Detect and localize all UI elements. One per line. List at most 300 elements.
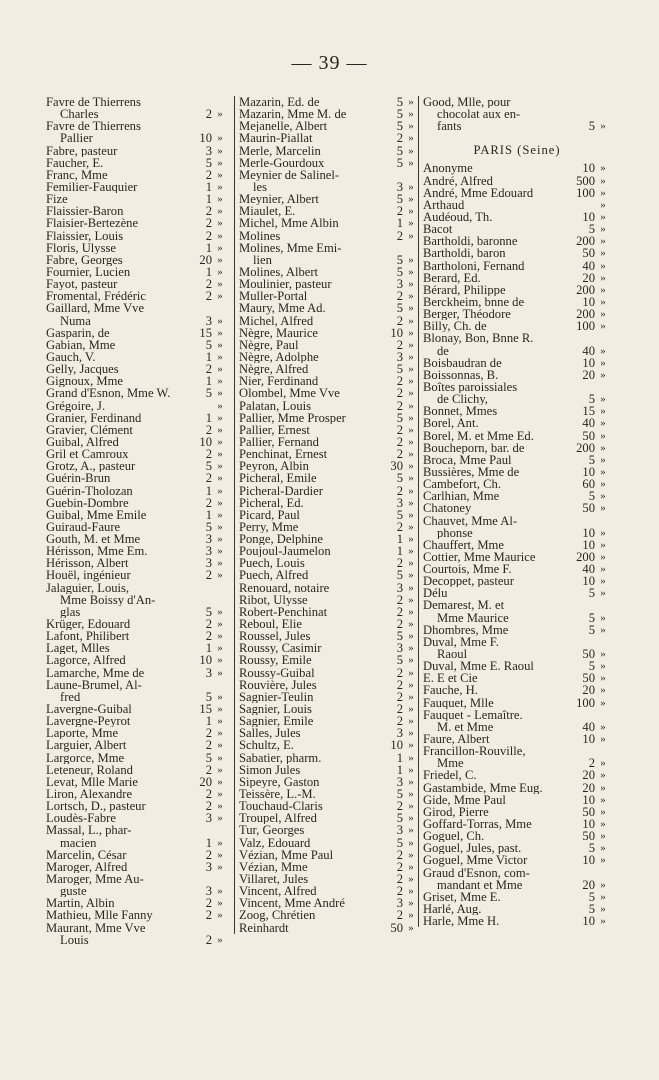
donor-name: Fize — [46, 193, 68, 206]
donor-name: Good, Mlle, pour — [423, 96, 511, 109]
list-entry — [46, 812, 228, 824]
donation-amount: 10 — [582, 914, 595, 929]
list-entry — [239, 169, 419, 181]
cents-mark: » — [217, 350, 223, 363]
cents-mark: » — [408, 569, 414, 582]
cents-mark — [595, 636, 611, 648]
donation-amount: 1 — [205, 835, 212, 850]
donor-name: Flaisier-Bertezène — [46, 217, 139, 230]
cents-mark: » — [408, 387, 414, 400]
donation-amount: 3 — [205, 544, 212, 559]
cents-mark — [212, 873, 228, 885]
cents-mark: » — [600, 490, 606, 503]
donation-amount: 3 — [396, 349, 403, 364]
donation-amount: 2 — [588, 756, 595, 771]
donation-amount: 5 — [396, 252, 403, 267]
donor-name: Robert-Penchinat — [239, 605, 328, 619]
donor-name: André, Mme Edouard — [423, 186, 534, 199]
list-entry — [423, 515, 611, 527]
list-entry — [239, 145, 419, 157]
cents-mark: » — [217, 496, 223, 509]
donation-amount: 5 — [396, 410, 403, 425]
donation-amount: 20 — [199, 774, 212, 789]
cents-mark: » — [217, 217, 223, 230]
donation-amount: 5 — [396, 95, 403, 109]
cents-mark: » — [217, 193, 223, 206]
donation-amount — [573, 96, 595, 108]
list-entry — [239, 824, 419, 836]
donor-name: Vincent, Alfred — [239, 885, 317, 898]
list-entry — [239, 254, 419, 266]
cents-mark: » — [217, 666, 223, 679]
cents-mark: » — [217, 229, 223, 242]
cents-mark — [595, 867, 611, 879]
cents-mark: » — [217, 763, 223, 776]
donor-name: Bartholdi, baronne — [423, 235, 518, 248]
donor-name: Picheral-Dardier — [239, 484, 323, 497]
cents-mark — [595, 381, 611, 393]
list-entry — [46, 776, 228, 788]
donor-name: Mme Maurice — [437, 611, 509, 624]
donation-amount — [573, 332, 595, 344]
cents-mark: » — [600, 162, 606, 175]
donation-amount — [190, 302, 212, 314]
cents-mark: » — [217, 144, 223, 157]
donor-name: Franc, Mme — [46, 168, 108, 181]
cents-mark: » — [217, 533, 223, 546]
list-entry — [239, 363, 419, 375]
cents-mark: » — [217, 520, 223, 533]
donor-name: Mejanelle, Albert — [239, 120, 328, 133]
cents-mark: » — [217, 108, 223, 121]
donor-name: Lagorce, Alfred — [46, 654, 126, 667]
cents-mark: » — [217, 411, 223, 424]
cents-mark: » — [408, 460, 414, 473]
cents-mark: » — [408, 775, 414, 788]
list-entry — [239, 157, 419, 169]
donation-amount: 2 — [205, 787, 212, 802]
donation-amount: 2 — [396, 884, 403, 899]
cents-mark: » — [217, 423, 223, 436]
list-entry — [423, 599, 611, 611]
list-entry — [46, 909, 228, 921]
list-entry — [239, 922, 419, 934]
cents-mark: » — [217, 569, 223, 582]
donor-name: Audéoud, Th. — [423, 210, 493, 224]
donation-amount: 2 — [205, 471, 212, 486]
donor-name: Bartholoni, Fernand — [423, 259, 525, 272]
cents-mark: » — [217, 739, 223, 752]
column-middle — [234, 96, 419, 934]
donor-name: macien — [60, 836, 97, 849]
donor-name: Grand d'Esnon, Mme W. — [46, 387, 171, 400]
donation-amount: 50 — [582, 501, 595, 516]
list-entry — [423, 211, 611, 223]
cents-mark: » — [408, 508, 414, 521]
donor-name: Berard, Ed. — [423, 271, 481, 284]
list-entry — [46, 557, 228, 569]
cents-mark: » — [217, 338, 223, 351]
list-entry — [239, 327, 419, 339]
list-entry — [46, 873, 228, 885]
donation-amount: 10 — [390, 325, 403, 340]
cents-mark: » — [600, 271, 606, 284]
donation-amount: 5 — [396, 301, 403, 316]
donation-amount: 10 — [582, 853, 595, 868]
donor-name: Poujoul-Jaumelon — [239, 545, 331, 558]
cents-mark — [212, 120, 228, 132]
donor-name: Gide, Mme Paul — [423, 793, 506, 806]
donation-amount: 2 — [396, 604, 403, 619]
donor-name: Bonnet, Mmes — [423, 405, 498, 418]
cents-mark: » — [408, 217, 414, 230]
donation-amount: 3 — [205, 556, 212, 571]
donor-name: Roussel, Jules — [239, 630, 311, 643]
cents-mark: » — [600, 393, 606, 406]
cents-mark: » — [600, 805, 606, 818]
list-entry — [239, 302, 419, 314]
list-entry — [46, 497, 228, 509]
cents-mark — [212, 922, 228, 934]
donation-amount: 3 — [205, 884, 212, 899]
donor-name: Sipeyre, Gaston — [239, 775, 320, 789]
donation-amount: 2 — [396, 204, 403, 219]
donation-amount: 50 — [582, 428, 595, 443]
donation-amount: 10 — [199, 131, 212, 146]
cents-mark: » — [408, 545, 414, 558]
donor-name: Jalaguier, Louis, — [46, 581, 130, 594]
donor-name: Vézian, Mme Paul — [239, 848, 334, 861]
donor-name: Ribot, Ulysse — [239, 593, 308, 606]
donor-name: Borel, M. et Mme Ed. — [423, 429, 534, 442]
cents-mark: » — [408, 375, 414, 388]
list-entry — [239, 885, 419, 897]
list-entry — [239, 375, 419, 387]
list-entry — [239, 387, 419, 399]
donor-name: Mazarin, Mme M. de — [239, 108, 347, 121]
donation-amount: 5 — [205, 337, 212, 352]
donor-name: Lavergne-Guibal — [46, 703, 132, 716]
donation-amount: 2 — [396, 289, 403, 304]
cents-mark: » — [600, 174, 606, 187]
cents-mark: » — [408, 180, 414, 193]
cents-mark: » — [600, 465, 606, 478]
list-entry — [46, 375, 228, 387]
list-entry — [239, 485, 419, 497]
donation-amount: 2 — [396, 131, 403, 146]
donation-amount: 10 — [582, 525, 595, 540]
list-entry — [239, 630, 419, 642]
list-entry — [46, 679, 228, 691]
donor-name: Roussy, Casimir — [239, 642, 322, 655]
donation-amount: 2 — [396, 714, 403, 729]
donation-amount: 2 — [205, 762, 212, 777]
donation-amount: 5 — [205, 155, 212, 170]
donation-amount: 40 — [582, 258, 595, 273]
list-entry — [46, 545, 228, 557]
donor-name: Mme Boissy d'An- — [60, 593, 156, 606]
cents-mark — [212, 302, 228, 314]
cents-mark: » — [600, 781, 606, 794]
donor-name: Courtois, Mme F. — [423, 563, 512, 576]
list-entry — [46, 400, 228, 412]
list-entry — [239, 703, 419, 715]
cents-mark: » — [408, 193, 414, 206]
donor-name: Bérard, Philippe — [423, 283, 506, 296]
list-entry — [423, 697, 611, 709]
donation-amount: 2 — [396, 483, 403, 498]
list-entry — [239, 642, 419, 654]
cents-mark: » — [217, 205, 223, 218]
donor-name: Vincent, Mme André — [239, 897, 345, 910]
cents-mark: » — [217, 690, 223, 703]
donor-name: Granier, Ferdinand — [46, 411, 142, 424]
donor-name: Merle, Marcelin — [239, 144, 321, 157]
cents-mark: » — [408, 496, 414, 509]
donation-amount — [573, 867, 595, 879]
donor-name: Femilier-Fauquier — [46, 180, 138, 194]
donor-name: Goffard-Torras, Mme — [423, 818, 532, 831]
list-entry — [46, 521, 228, 533]
donor-name: Moulinier, pasteur — [239, 278, 332, 291]
donor-name: Goguel, Ch. — [423, 830, 485, 843]
cents-mark: » — [217, 933, 223, 946]
list-entry — [423, 648, 611, 660]
donor-name: Maurant, Mme Vve — [46, 921, 146, 934]
donation-amount: 3 — [396, 823, 403, 838]
donor-name: Lavergne-Peyrot — [46, 715, 131, 728]
donor-name: chocolat aux en- — [437, 108, 521, 121]
donor-name: Demarest, M. et — [423, 599, 505, 612]
list-entry — [423, 417, 611, 429]
list-entry — [46, 667, 228, 679]
list-entry — [46, 230, 228, 242]
list-entry — [239, 715, 419, 727]
cents-mark: » — [217, 484, 223, 497]
cents-mark — [403, 169, 419, 181]
donation-amount: 2 — [396, 386, 403, 401]
list-entry — [423, 624, 611, 636]
page-number: — 39 — — [291, 52, 368, 74]
donor-name: Graud d'Esnon, com- — [423, 866, 530, 879]
cents-mark: » — [217, 363, 223, 376]
donor-name: Berger, Théodore — [423, 308, 511, 321]
list-entry — [423, 175, 611, 187]
donor-name: Sabatier, pharm. — [239, 751, 322, 764]
cents-mark: » — [217, 278, 223, 291]
donation-amount: 5 — [588, 119, 595, 134]
cents-mark: » — [217, 265, 223, 278]
list-entry — [239, 800, 419, 812]
donation-amount: 200 — [576, 307, 595, 322]
donation-amount: 3 — [396, 277, 403, 292]
donor-name: Roussy, Emile — [239, 654, 312, 667]
donor-name: Cottier, Mme Maurice — [423, 550, 536, 564]
donor-name: M. et Mme — [437, 720, 494, 734]
list-entry — [46, 861, 228, 873]
cents-mark: » — [600, 587, 606, 600]
donor-name: Nègre, Adolphe — [239, 350, 319, 364]
list-entry — [423, 854, 611, 866]
list-entry — [423, 430, 611, 442]
donor-name: Largorce, Mme — [46, 751, 125, 764]
cents-mark: » — [408, 472, 414, 485]
donation-amount: 2 — [205, 447, 212, 462]
donor-name: Renouard, notaire — [239, 581, 330, 594]
donor-name: Billy, Ch. de — [423, 320, 487, 333]
list-entry — [239, 278, 419, 290]
donor-name: Lafont, Philibert — [46, 630, 130, 643]
donor-name: Picard, Paul — [239, 508, 300, 521]
cents-mark: » — [600, 611, 606, 624]
cents-mark: » — [600, 793, 606, 806]
cents-mark: » — [217, 836, 223, 849]
cents-mark: » — [408, 229, 414, 242]
donor-name: Gignoux, Mme — [46, 375, 123, 388]
donor-name: Boisbaudran de — [423, 356, 502, 369]
donation-amount: 5 — [588, 222, 595, 237]
list-entry — [46, 569, 228, 581]
donation-amount: 5 — [205, 750, 212, 765]
cents-mark: » — [600, 890, 606, 903]
list-entry — [239, 315, 419, 327]
cents-mark: » — [600, 842, 606, 855]
list-entry — [239, 897, 419, 909]
donor-name: Penchinat, Ernest — [239, 448, 328, 461]
donor-name: de — [437, 344, 449, 357]
list-entry — [423, 120, 611, 132]
cents-mark: » — [217, 788, 223, 801]
donation-amount: 1 — [205, 349, 212, 364]
cents-mark: » — [217, 448, 223, 461]
donation-amount: 20 — [582, 270, 595, 285]
list-entry — [423, 879, 611, 891]
donation-amount: 2 — [205, 167, 212, 182]
cents-mark: » — [408, 448, 414, 461]
donation-amount: 5 — [396, 835, 403, 850]
cents-mark: » — [408, 751, 414, 764]
cents-mark: » — [600, 538, 606, 551]
donor-name: Gabian, Mme — [46, 338, 116, 351]
cents-mark: » — [600, 769, 606, 782]
cents-mark: » — [600, 550, 606, 563]
cents-mark: » — [408, 338, 414, 351]
list-entry — [239, 812, 419, 824]
donor-name: Boissonnas, B. — [423, 368, 499, 381]
cents-mark: » — [408, 593, 414, 606]
donation-amount — [573, 599, 595, 611]
donor-name: Picheral, Ed. — [239, 496, 304, 509]
list-entry — [46, 606, 228, 618]
cents-mark: » — [600, 830, 606, 843]
donation-amount: 2 — [396, 447, 403, 462]
donor-name: Lortsch, D., pasteur — [46, 800, 146, 813]
donor-name: Girod, Pierre — [423, 805, 489, 819]
donation-amount: 3 — [205, 811, 212, 826]
cents-mark: » — [217, 387, 223, 400]
cents-mark: » — [408, 265, 414, 278]
donation-amount: 200 — [576, 234, 595, 249]
donor-name: E. E et Cie — [423, 672, 478, 685]
donor-name: Borel, Ant. — [423, 417, 479, 430]
donor-name: Duval, Mme E. Raoul — [423, 660, 534, 673]
donor-name: Blonay, Bon, Bnne R. — [423, 332, 534, 345]
cents-mark: » — [408, 848, 414, 861]
column-left — [46, 96, 228, 946]
donor-name: Guebin-Dombre — [46, 496, 129, 509]
list-entry — [423, 830, 611, 842]
list-entry — [239, 472, 419, 484]
list-entry — [423, 320, 611, 332]
list-entry — [423, 867, 611, 879]
list-entry — [46, 193, 228, 205]
donor-name: Floris, Ulysse — [46, 241, 116, 254]
cents-mark: » — [217, 375, 223, 388]
donation-amount: 5 — [396, 811, 403, 826]
donation-amount: 2 — [396, 313, 403, 328]
donation-amount: 2 — [396, 665, 403, 680]
cents-mark: » — [217, 168, 223, 181]
cents-mark: » — [600, 320, 606, 333]
cents-mark: » — [600, 623, 606, 636]
donor-name: Guérin-Tholozan — [46, 484, 133, 497]
list-entry — [423, 891, 611, 903]
donor-name: glas — [60, 605, 81, 619]
donor-name: guste — [60, 885, 87, 898]
donation-amount: 10 — [390, 738, 403, 753]
donation-amount: 1 — [396, 532, 403, 547]
donor-name: Roussy-Guibal — [239, 666, 315, 679]
donor-name: Chauffert, Mme — [423, 538, 504, 551]
list-entry — [46, 594, 228, 606]
list-entry — [239, 909, 419, 921]
list-entry — [423, 502, 611, 514]
donation-amount: 1 — [396, 750, 403, 765]
list-entry — [239, 400, 419, 412]
list-entry — [46, 290, 228, 302]
donor-name: Fournier, Lucien — [46, 265, 131, 279]
donation-amount: 2 — [396, 859, 403, 874]
donor-name: Pallier, Mme Prosper — [239, 411, 346, 424]
donation-amount: 5 — [205, 689, 212, 704]
cents-mark — [595, 709, 611, 721]
cents-mark: » — [408, 205, 414, 218]
cents-mark: » — [408, 399, 414, 412]
donation-amount — [190, 400, 212, 412]
list-entry — [423, 782, 611, 794]
cents-mark: » — [408, 788, 414, 801]
donation-amount: 1 — [205, 179, 212, 194]
donation-amount: 40 — [582, 719, 595, 734]
donation-amount: 2 — [205, 738, 212, 753]
cents-mark: » — [408, 618, 414, 631]
donation-amount: 2 — [396, 519, 403, 534]
cents-mark: » — [408, 423, 414, 436]
list-entry — [239, 764, 419, 776]
donor-name: Francillon-Rouville, — [423, 745, 526, 758]
donation-amount: 3 — [396, 896, 403, 911]
cents-mark: » — [600, 915, 606, 928]
donor-name: Reboul, Elie — [239, 618, 302, 631]
cents-mark: » — [408, 921, 414, 934]
donation-amount: 20 — [199, 252, 212, 267]
donor-name: Rouvière, Jules — [239, 678, 317, 691]
cents-mark: » — [600, 223, 606, 236]
donor-name: Troupel, Alfred — [239, 812, 317, 825]
donation-amount: 2 — [205, 908, 212, 923]
donor-name: Muller-Portal — [239, 290, 308, 303]
cents-mark: » — [217, 545, 223, 558]
